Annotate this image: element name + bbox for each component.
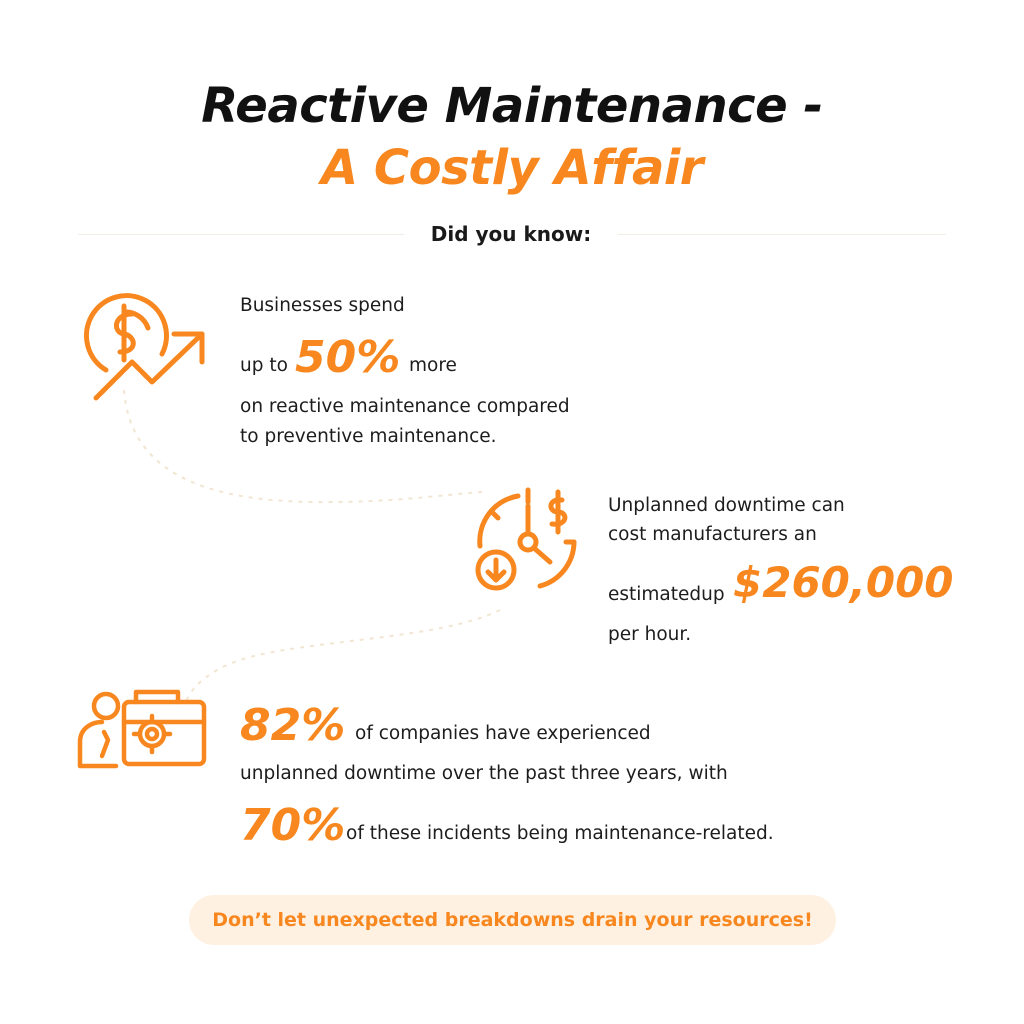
fact-3-line-2: unplanned downtime over the past three years, with: [240, 763, 728, 784]
divider-right: [618, 234, 946, 235]
worker-briefcase-gear-icon: [76, 682, 212, 772]
title-line-2: A Costly Affair: [321, 140, 703, 196]
fact-3-suffix: of companies have experienced: [355, 723, 651, 744]
divider-left: [78, 234, 404, 235]
fact-1-line-4: to preventive maintenance.: [240, 426, 497, 447]
fact-2-line-2: cost manufacturers an: [608, 524, 817, 545]
fact-1-suffix: more: [409, 355, 457, 376]
fact-1-line-3: on reactive maintenance compared: [240, 396, 570, 417]
clock-cost-down-icon: [470, 484, 580, 594]
fact-3-highlight: 82%: [240, 700, 346, 751]
money-growth-icon: [74, 286, 210, 406]
did-you-know-heading: Did you know:: [430, 222, 592, 246]
fact-3-suffix-2: of these incidents being maintenance-related.: [346, 823, 774, 844]
fact-2-line-1: Unplanned downtime can: [608, 495, 845, 516]
fact-2-highlight: $260,000: [733, 558, 954, 607]
fact-2-line-4: per hour.: [608, 624, 692, 645]
fact-1-prefix: up to: [240, 355, 288, 376]
fact-3-highlight-2: 70%: [240, 800, 346, 851]
cta-text: Don’t let unexpected breakdowns drain your resources!: [212, 909, 813, 931]
title-line-1: Reactive Maintenance -: [201, 78, 823, 134]
fact-1-line-1: Businesses spend: [240, 295, 405, 316]
fact-2-prefix: estimatedup: [608, 584, 725, 605]
cta-banner: [189, 895, 836, 945]
fact-1-highlight: 50%: [295, 332, 401, 383]
